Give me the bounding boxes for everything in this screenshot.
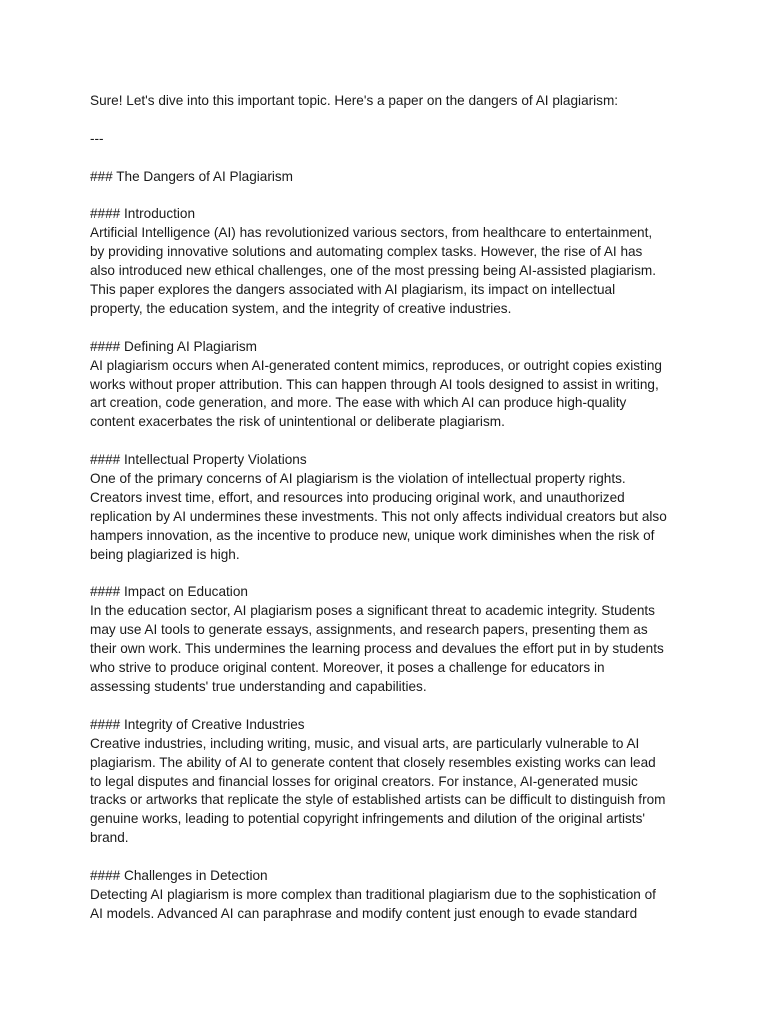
section-introduction xyxy=(90,205,690,318)
section-heading: #### Intellectual Property Violations xyxy=(90,452,307,468)
section-heading: #### Challenges in Detection xyxy=(90,868,268,884)
section-body: Creative industries, including writing, music, and visual arts, are particularly vulnerable to AI plagiarism. The ability of AI to generate content that closely resembles existing works can lead to legal disputes and financial losses for original creators. For instance, AI-generated music tracks or artworks that replicate the style of established artists can be difficult to distinguish from genuine works, leading to potential copyright infringements and dilution of the original artists' brand. xyxy=(90,735,666,846)
section-heading: #### Impact on Education xyxy=(90,584,248,600)
section-body: Detecting AI plagiarism is more complex than traditional plagiarism due to the sophistication of AI models. Advanced AI can paraphrase and modify content just enough to evade standard xyxy=(90,886,656,921)
document-title: ### The Dangers of AI Plagiarism xyxy=(90,168,294,184)
section-body: One of the primary concerns of AI plagiarism is the violation of intellectual property rights. Creators invest time, effort, and resources into producing original work, and unauthorized replication by AI undermines these investments. This not only affects individual creators but also hampers innovation, as the incentive to produce new, unique work diminishes when the risk of being plagiarized is high. xyxy=(90,471,667,562)
intro-line: Sure! Let's dive into this important topic. Here's a paper on the dangers of AI plagiarism: xyxy=(90,93,619,108)
section-impact-on-education xyxy=(90,583,690,696)
section-heading: #### Integrity of Creative Industries xyxy=(90,716,305,732)
section-body: AI plagiarism occurs when AI-generated content mimics, reproduces, or outright copies existing works without proper attribution. This can happen through AI tools designed to assist in writing, art creation, code generation, and more. The ease with which AI can produce high-quality content exacerbates the risk of unintentional or deliberate plagiarism. xyxy=(90,357,662,430)
section-heading: #### Introduction xyxy=(90,206,196,222)
document-page xyxy=(90,92,690,943)
section-body: In the education sector, AI plagiarism poses a significant threat to academic integrity. Students may use AI tools to generate essays, assignments, and research papers, presenting them as their own work. This undermines the learning process and devalues the effort put in by students who strive to produce original content. Moreover, it poses a challenge for educators in assessing students' true understanding and capabilities. xyxy=(90,603,664,694)
section-heading: #### Defining AI Plagiarism xyxy=(90,338,257,354)
section-body: Artificial Intelligence (AI) has revolutionized various sectors, from healthcare to entertainment, by providing innovative solutions and automating complex tasks. However, the rise of AI has also introduced new ethical challenges, one of the most pressing being AI-assisted plagiarism. This paper explores the dangers associated with AI plagiarism, its impact on intellectual property, the education system, and the integrity of creative industries. xyxy=(90,225,656,316)
section-intellectual-property xyxy=(90,451,690,564)
section-challenges-in-detection xyxy=(90,867,690,924)
section-creative-industries xyxy=(90,716,690,848)
section-defining-ai-plagiarism xyxy=(90,338,690,433)
separator: --- xyxy=(90,130,104,146)
